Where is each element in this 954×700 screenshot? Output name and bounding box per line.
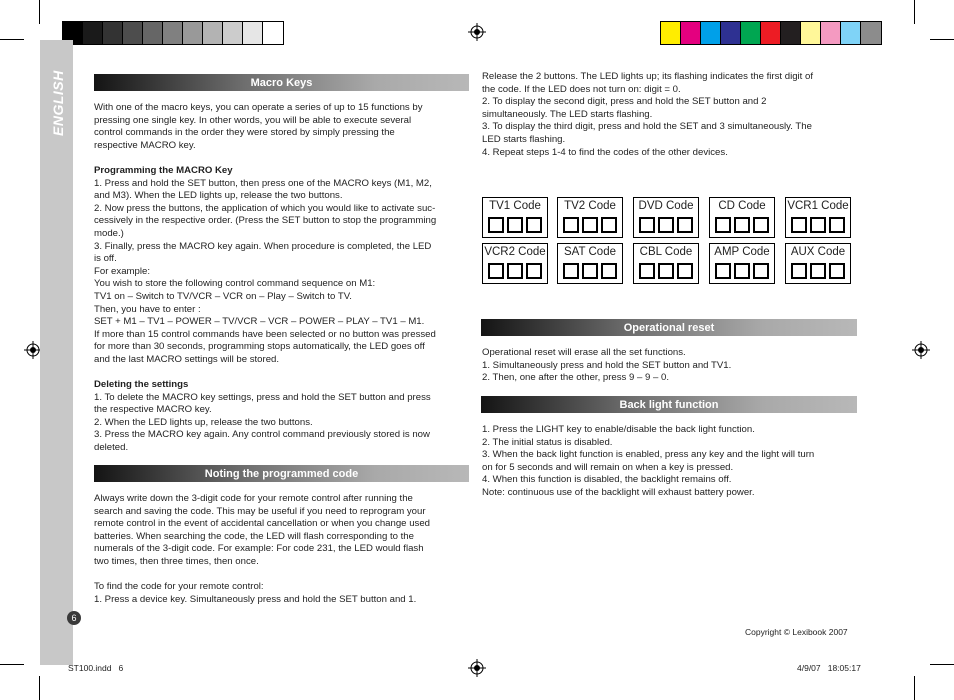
- code-digit-slot: [563, 217, 579, 233]
- code-box: [557, 197, 623, 238]
- copyright: Copyright © Lexibook 2007: [745, 627, 848, 637]
- code-digit-slots: [488, 263, 542, 279]
- code-box: [785, 197, 851, 238]
- text-line: 1. Press the LIGHT key to enable/disable the back light function.: [482, 424, 755, 435]
- text-line: remote control in the event of accidental cancellation or when you change used: [94, 518, 430, 530]
- text-line: LED starts flashing.: [482, 133, 566, 145]
- text-line: With one of the macro keys, you can operate a series of up to 15 functions by: [94, 102, 423, 113]
- code-box: [709, 243, 775, 284]
- text-line: pressing one single key. In other words, you will be able to execute several: [94, 114, 412, 126]
- crop-mark: [914, 0, 915, 24]
- code-digit-slots: [791, 263, 845, 279]
- text-line: 1. To delete the MACRO key settings, press and hold the SET button and press: [94, 391, 431, 403]
- registration-mark-icon: [912, 341, 930, 359]
- code-digit-slot: [791, 263, 807, 279]
- code-digit-slot: [582, 263, 598, 279]
- code-box-label: CD Code: [718, 200, 766, 212]
- code-digit-slot: [639, 217, 655, 233]
- code-digit-slot: [507, 263, 523, 279]
- text-line: control commands in the order they were stored by simply pressing the: [94, 127, 395, 139]
- color-swatch: [183, 22, 203, 44]
- code-digit-slots: [563, 217, 617, 233]
- code-digit-slot: [601, 217, 617, 233]
- text-line: and M3). When the LED lights up, release the two buttons.: [94, 190, 343, 202]
- code-digit-slots: [715, 217, 769, 233]
- deleting-heading: Deleting the settings: [94, 379, 189, 391]
- text-line: 4. Repeat steps 1-4 to find the codes of the other devices.: [482, 146, 728, 158]
- code-digit-slot: [753, 263, 769, 279]
- text-line: 2. Then, one after the other, press 9 – 9 – 0.: [482, 372, 670, 384]
- text-line: the code. If the LED does not turn on: digit = 0.: [482, 83, 681, 95]
- text-line: You wish to store the following control command sequence on M1:: [94, 278, 376, 290]
- text-line: on for 5 seconds and will remain on when a key is pressed.: [482, 461, 734, 473]
- text-line: Note: continuous use of the backlight will exhaust battery power.: [482, 486, 755, 498]
- code-box: [785, 243, 851, 284]
- text-line: To find the code for your remote control:: [94, 581, 264, 593]
- color-swatch: [701, 22, 721, 44]
- code-box: [482, 197, 548, 238]
- text-line: Always write down the 3-digit code for your remote control after running the: [94, 493, 413, 504]
- text-line: cessively in the respective order. (Press the SET button to stop the programming: [94, 215, 437, 227]
- text-line: deleted.: [94, 442, 129, 454]
- operational-reset-body: [482, 347, 862, 385]
- text-line: batteries. When searching the code, the LED will flash corresponding to the: [94, 530, 414, 542]
- color-swatch: [721, 22, 741, 44]
- text-line: 3. Press the MACRO key again. Any control command previously stored is now: [94, 429, 430, 441]
- noting-paragraph: [94, 493, 474, 569]
- code-box-label: TV2 Code: [564, 200, 616, 212]
- color-swatch: [243, 22, 263, 44]
- macro-keys-body: [94, 102, 474, 455]
- code-digit-slot: [601, 263, 617, 279]
- color-swatch: [143, 22, 163, 44]
- code-box-label: CBL Code: [639, 246, 693, 258]
- code-box: [557, 243, 623, 284]
- section-header-noting-code: Noting the programmed code: [94, 465, 469, 482]
- color-swatch: [781, 22, 801, 44]
- registration-mark-icon: [468, 659, 486, 677]
- code-box: [709, 197, 775, 238]
- text-line: 2. When the LED lights up, release the two buttons.: [94, 416, 313, 428]
- code-box-label: SAT Code: [564, 246, 616, 258]
- color-swatch: [263, 22, 283, 44]
- text-line: the respective MACRO key.: [94, 404, 212, 416]
- text-line: 1. Press and hold the SET button, then press one of the MACRO keys (M1, M2,: [94, 177, 432, 189]
- text-line: 2. Now press the buttons, the application of which you would like to activate suc-: [94, 202, 436, 214]
- text-line: Release the 2 buttons. The LED lights up; its flashing indicates the first digit of: [482, 71, 813, 82]
- text-line: 2. To display the second digit, press and hold the SET button and 2: [482, 96, 767, 108]
- code-box: [633, 243, 699, 284]
- code-digit-slot: [526, 217, 542, 233]
- code-digit-slots: [639, 263, 693, 279]
- code-digit-slot: [810, 217, 826, 233]
- text-line: Then, you have to enter :: [94, 303, 201, 315]
- find-code-continued: [482, 71, 862, 159]
- noting-code-body: [94, 493, 474, 606]
- text-line: 3. To display the third digit, press and hold the SET and 3 simultaneously. The: [482, 121, 812, 133]
- color-swatch: [103, 22, 123, 44]
- color-swatch: [761, 22, 781, 44]
- code-digit-slot: [582, 217, 598, 233]
- code-digit-slot: [753, 217, 769, 233]
- code-digit-slots: [715, 263, 769, 279]
- code-digit-slot: [658, 217, 674, 233]
- text-line: two times, then three times, then once.: [94, 555, 259, 567]
- text-line: TV1 on – Switch to TV/VCR – VCR on – Play – Switch to TV.: [94, 290, 352, 302]
- text-line: and the last MACRO settings will be stored.: [94, 353, 280, 365]
- text-line: respective MACRO key.: [94, 139, 196, 151]
- color-swatch: [163, 22, 183, 44]
- programming-heading: Programming the MACRO Key: [94, 164, 233, 176]
- code-digit-slots: [639, 217, 693, 233]
- crop-mark: [39, 0, 40, 24]
- code-digit-slot: [791, 217, 807, 233]
- code-box-label: TV1 Code: [489, 200, 541, 212]
- crop-mark: [930, 664, 954, 665]
- code-digit-slot: [715, 263, 731, 279]
- crop-mark: [0, 664, 24, 665]
- code-digit-slot: [488, 263, 504, 279]
- text-line: If more than 15 control commands have been selected or no button was pressed: [94, 328, 436, 340]
- text-line: numerals of the 3-digit code. For example: For code 231, the LED would flash: [94, 543, 424, 555]
- text-line: mode.): [94, 227, 124, 239]
- code-digit-slots: [563, 263, 617, 279]
- registration-mark-icon: [468, 23, 486, 41]
- code-box: [633, 197, 699, 238]
- code-digit-slot: [677, 263, 693, 279]
- code-digit-slot: [829, 263, 845, 279]
- code-digit-slot: [526, 263, 542, 279]
- code-box-label: VCR2 Code: [484, 246, 546, 258]
- section-header-back-light: Back light function: [481, 396, 857, 413]
- code-digit-slot: [829, 217, 845, 233]
- text-line: For example:: [94, 265, 150, 277]
- footer-timestamp: 4/9/07 18:05:17: [797, 663, 861, 673]
- code-digit-slots: [488, 217, 542, 233]
- process-color-bar: [660, 21, 882, 45]
- color-swatch: [203, 22, 223, 44]
- code-digit-slot: [488, 217, 504, 233]
- noting-instructions: [94, 581, 474, 606]
- code-digit-slot: [677, 217, 693, 233]
- code-digit-slots: [791, 217, 845, 233]
- section-header-macro-keys: Macro Keys: [94, 74, 469, 91]
- code-box: [482, 243, 548, 284]
- text-line: for more than 30 seconds, programming stops automatically, the LED goes off: [94, 341, 425, 353]
- color-swatch: [83, 22, 103, 44]
- code-digit-slot: [715, 217, 731, 233]
- text-line: search and saving the code. This may be useful if you need to reprogram your: [94, 505, 426, 517]
- grayscale-color-bar: [62, 21, 284, 45]
- section-header-operational-reset: Operational reset: [481, 319, 857, 336]
- code-box-label: DVD Code: [638, 200, 694, 212]
- page-number: 6: [67, 611, 81, 625]
- color-swatch: [861, 22, 881, 44]
- code-box-label: AMP Code: [714, 246, 770, 258]
- back-light-body: [482, 424, 862, 500]
- text-line: 1. Simultaneously press and hold the SET button and TV1.: [482, 359, 732, 371]
- crop-mark: [930, 39, 954, 40]
- deleting-steps: [94, 392, 474, 455]
- crop-mark: [0, 39, 24, 40]
- code-digit-slot: [639, 263, 655, 279]
- text-line: Operational reset will erase all the set functions.: [482, 347, 686, 358]
- text-line: 3. Finally, press the MACRO key again. When procedure is completed, the LED: [94, 240, 432, 252]
- code-box-label: VCR1 Code: [787, 200, 849, 212]
- code-box-label: AUX Code: [790, 246, 846, 258]
- color-swatch: [841, 22, 861, 44]
- code-digit-slot: [563, 263, 579, 279]
- text-line: simultaneously. The LED starts flashing.: [482, 108, 653, 120]
- text-line: 2. The initial status is disabled.: [482, 436, 613, 448]
- color-swatch: [223, 22, 243, 44]
- macro-intro: [94, 102, 474, 152]
- programming-steps: [94, 178, 474, 367]
- code-digit-slot: [734, 217, 750, 233]
- language-label: ENGLISH: [50, 70, 66, 136]
- text-line: 3. When the back light function is enabled, press any key and the light will turn: [482, 449, 815, 461]
- color-swatch: [681, 22, 701, 44]
- crop-mark: [39, 676, 40, 700]
- code-digit-slot: [507, 217, 523, 233]
- text-line: 1. Press a device key. Simultaneously press and hold the SET button and 1.: [94, 593, 417, 605]
- text-line: is off.: [94, 253, 117, 265]
- text-line: 4. When this function is disabled, the backlight remains off.: [482, 474, 732, 486]
- footer-file-info: ST100.indd 6: [68, 663, 124, 673]
- text-line: SET + M1 – TV1 – POWER – TV/VCR – VCR – POWER – PLAY – TV1 – M1.: [94, 316, 425, 328]
- code-digit-slot: [734, 263, 750, 279]
- color-swatch: [801, 22, 821, 44]
- color-swatch: [661, 22, 681, 44]
- color-swatch: [123, 22, 143, 44]
- crop-mark: [914, 676, 915, 700]
- color-swatch: [741, 22, 761, 44]
- color-swatch: [821, 22, 841, 44]
- code-digit-slot: [658, 263, 674, 279]
- code-digit-slot: [810, 263, 826, 279]
